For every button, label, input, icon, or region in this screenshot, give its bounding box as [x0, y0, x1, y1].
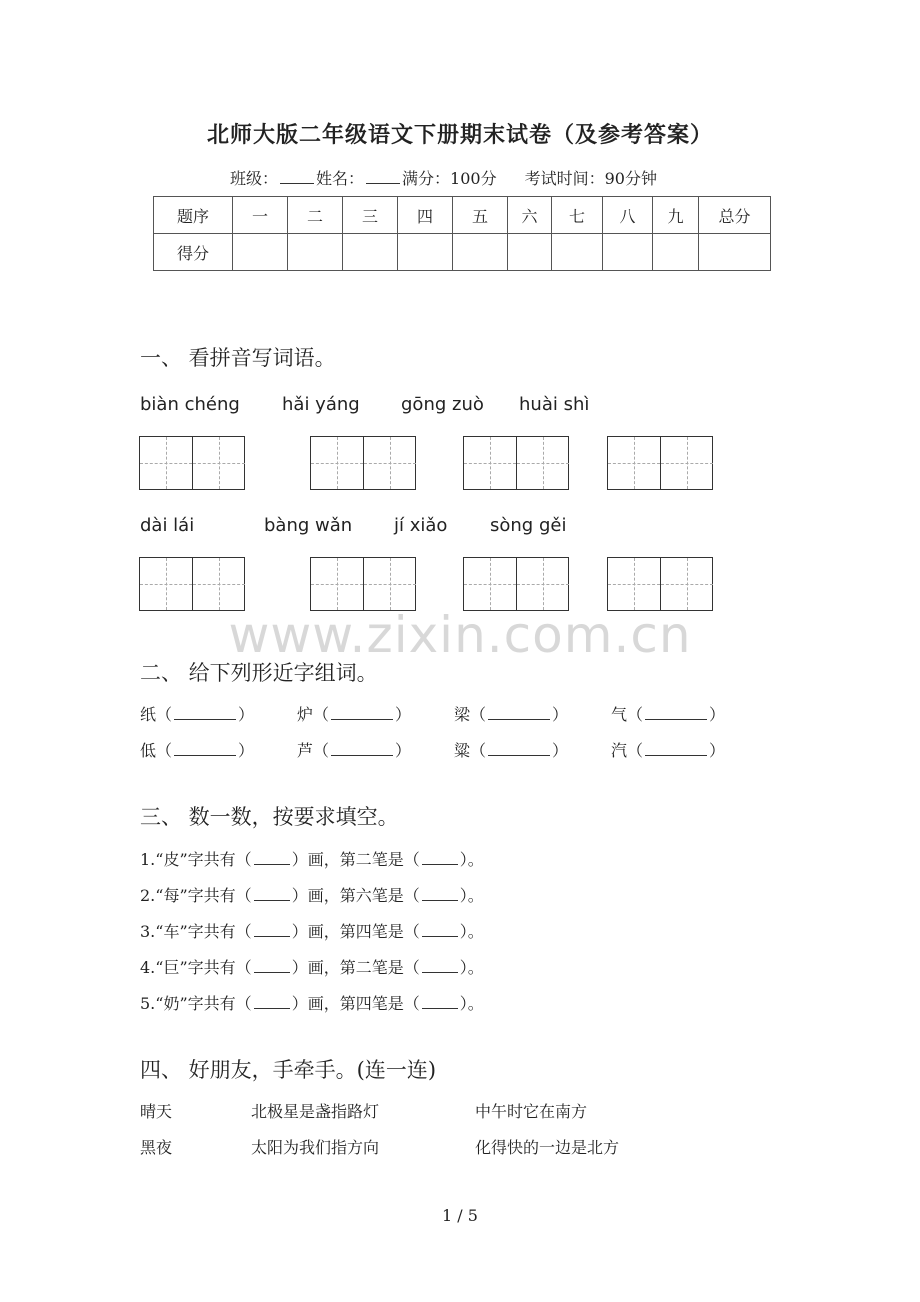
score-header-cell: 八 — [603, 197, 653, 234]
score-cell[interactable] — [653, 234, 699, 271]
page-title: 北师大版二年级语文下册期末试卷（及参考答案） — [206, 122, 713, 148]
score-header-cell: 六 — [508, 197, 552, 234]
stroke-question: 5.“奶”字共有（ ）画，第四笔是（ ）。 — [140, 994, 484, 1013]
word-item: 炉（ ） — [297, 705, 412, 724]
score-table — [153, 196, 771, 271]
pinyin-1: biàn chéng — [140, 394, 240, 415]
stroke-question: 3.“车”字共有（ ）画，第四笔是（ ）。 — [140, 922, 484, 941]
score-cell[interactable] — [603, 234, 653, 271]
writing-grid[interactable] — [139, 436, 245, 490]
section1-heading: 一、 看拼音写词语。 — [140, 346, 336, 370]
score-header-cell: 二 — [288, 197, 343, 234]
match-left[interactable]: 晴天 — [140, 1102, 173, 1121]
match-right[interactable]: 化得快的一边是北方 — [475, 1138, 620, 1157]
pinyin-6: bàng wǎn — [264, 515, 353, 536]
pinyin-4: huài shì — [519, 394, 590, 415]
stroke-question: 1.“皮”字共有（ ）画，第二笔是（ ）。 — [140, 850, 484, 869]
match-right[interactable]: 中午时它在南方 — [475, 1102, 588, 1121]
pinyin-5: dài lái — [140, 515, 195, 536]
section2-heading: 二、 给下列形近字组词。 — [140, 661, 378, 685]
writing-grid[interactable] — [310, 557, 416, 611]
word-item: 梁（ ） — [454, 705, 569, 724]
pinyin-3: gōng zuò — [401, 394, 484, 415]
exam-meta — [230, 166, 657, 189]
score-header-cell: 三 — [343, 197, 398, 234]
stroke-question: 2.“每”字共有（ ）画，第六笔是（ ）。 — [140, 886, 484, 905]
word-item: 纸（ ） — [140, 705, 255, 724]
pinyin-8: sòng gěi — [490, 515, 567, 536]
writing-grid[interactable] — [607, 557, 713, 611]
score-row — [154, 234, 771, 271]
word-item: 粱（ ） — [454, 741, 569, 760]
score-header-cell: 七 — [552, 197, 603, 234]
stroke-question: 4.“巨”字共有（ ）画，第二笔是（ ）。 — [140, 958, 484, 977]
writing-grid[interactable] — [463, 436, 569, 490]
section3-heading: 三、 数一数，按要求填空。 — [140, 805, 399, 829]
writing-grid[interactable] — [139, 557, 245, 611]
word-item: 气（ ） — [611, 705, 726, 724]
writing-grid[interactable] — [310, 436, 416, 490]
class-label: 班级： — [230, 169, 279, 188]
score-cell[interactable] — [508, 234, 552, 271]
score-header-cell: 一 — [233, 197, 288, 234]
name-label: 姓名： — [316, 169, 365, 188]
word-item: 芦（ ） — [297, 741, 412, 760]
exam-time: 考试时间：90分钟 — [524, 169, 657, 188]
match-left[interactable]: 黑夜 — [140, 1138, 173, 1157]
class-blank[interactable] — [280, 169, 314, 184]
name-blank[interactable] — [366, 169, 400, 184]
score-cell[interactable] — [398, 234, 453, 271]
score-header-cell: 总分 — [699, 197, 771, 234]
score-header-cell: 五 — [453, 197, 508, 234]
watermark: www.zixin.com.cn — [228, 606, 692, 664]
section4-heading: 四、 好朋友，手牵手。(连一连) — [140, 1058, 437, 1082]
score-cell[interactable] — [233, 234, 288, 271]
score-cell[interactable] — [343, 234, 398, 271]
score-cell[interactable] — [453, 234, 508, 271]
writing-grid[interactable] — [607, 436, 713, 490]
page-number: 1 / 5 — [442, 1206, 478, 1225]
score-cell[interactable] — [288, 234, 343, 271]
score-header-cell: 四 — [398, 197, 453, 234]
score-row-label: 得分 — [154, 234, 233, 271]
score-header-cell: 题序 — [154, 197, 233, 234]
writing-grid[interactable] — [463, 557, 569, 611]
match-middle[interactable]: 北极星是盏指路灯 — [251, 1102, 380, 1121]
word-item: 低（ ） — [140, 741, 255, 760]
score-header-row — [154, 197, 771, 234]
pinyin-2: hǎi yáng — [282, 394, 360, 415]
score-cell[interactable] — [552, 234, 603, 271]
score-header-cell: 九 — [653, 197, 699, 234]
score-cell[interactable] — [699, 234, 771, 271]
pinyin-7: jí xiǎo — [394, 515, 448, 536]
full-score: 满分：100分 — [402, 169, 497, 188]
word-item: 汽（ ） — [611, 741, 726, 760]
match-middle[interactable]: 太阳为我们指方向 — [251, 1138, 380, 1157]
